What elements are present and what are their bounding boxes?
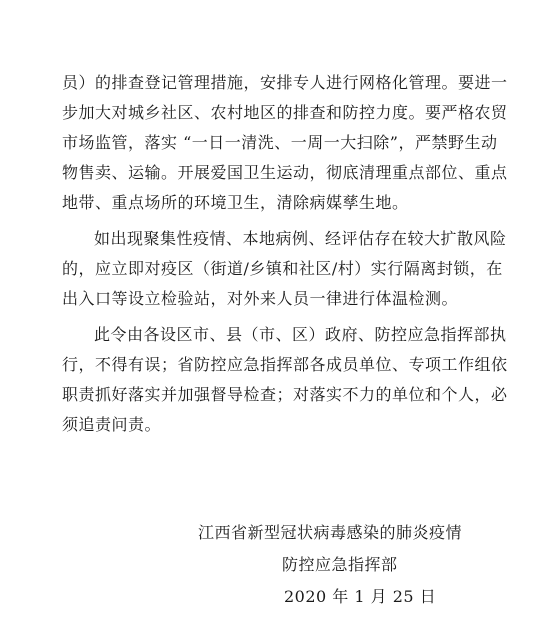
- text-line: 步加大对城乡社区、农村地区的排查和防控力度。要严格农贸: [62, 103, 508, 122]
- paragraph-3: [62, 320, 530, 440]
- document-body: [62, 68, 530, 440]
- text-line: 如出现聚集性疫情、本地病例、经评估存在较大扩散风险: [94, 229, 507, 248]
- issue-date: 2020 年 1 月 25 日: [284, 587, 437, 606]
- text-line: 此令由各设区市、县（市、区）政府、防控应急指挥部执: [94, 325, 507, 344]
- text-line: 职责抓好落实并加强督导检查；对落实不力的单位和个人，必: [62, 385, 508, 404]
- text-line: 行，不得有误；省防控应急指挥部各成员单位、专项工作组依: [62, 355, 508, 374]
- issuing-organization-line-2: 防控应急指挥部: [282, 555, 398, 574]
- issuing-organization-line-1: 江西省新型冠状病毒感染的肺炎疫情: [198, 523, 463, 542]
- text-line: 须追责问责。: [62, 415, 162, 434]
- paragraph-1: [62, 68, 530, 218]
- paragraph-2: [62, 224, 530, 314]
- text-line: 的，应立即对疫区（街道/乡镇和社区/村）实行隔离封锁，在: [62, 259, 503, 278]
- text-line: 出入口等设立检验站，对外来人员一律进行体温检测。: [62, 289, 459, 308]
- text-line: 市场监管，落实 “一日一清洗、一周一大扫除”，严禁野生动: [62, 133, 498, 152]
- text-line: 地带、重点场所的环境卫生，清除病媒孳生地。: [62, 193, 409, 212]
- text-line: 物售卖、运输。开展爱国卫生运动，彻底清理重点部位、重点: [62, 163, 508, 182]
- text-line: 员）的排查登记管理措施，安排专人进行网格化管理。要进一: [62, 73, 508, 92]
